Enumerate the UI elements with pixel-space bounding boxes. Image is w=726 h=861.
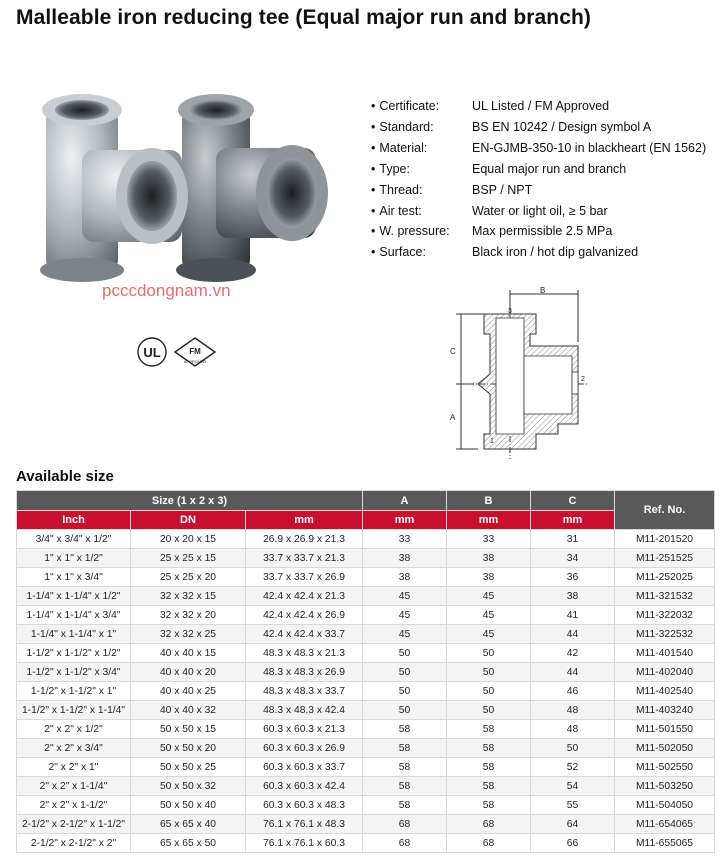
cell-b: 68 — [447, 834, 531, 853]
cell-inch: 2" x 2" x 1-1/4" — [17, 777, 131, 796]
cell-c: 55 — [531, 796, 615, 815]
cell-dn: 40 x 40 x 32 — [131, 701, 246, 720]
cell-b: 45 — [447, 606, 531, 625]
size-table — [16, 490, 715, 853]
table-row — [17, 549, 715, 568]
cell-dn: 32 x 32 x 20 — [131, 606, 246, 625]
cell-a: 50 — [363, 701, 447, 720]
table-row — [17, 815, 715, 834]
cell-mm: 42.4 x 42.4 x 33.7 — [246, 625, 363, 644]
cell-inch: 1-1/2" x 1-1/2" x 1" — [17, 682, 131, 701]
cell-inch: 1-1/4" x 1-1/4" x 3/4" — [17, 606, 131, 625]
spec-row — [371, 221, 706, 242]
cell-inch: 3/4" x 3/4" x 1/2" — [17, 530, 131, 549]
cell-dn: 50 x 50 x 20 — [131, 739, 246, 758]
cell-mm: 76.1 x 76.1 x 48.3 — [246, 815, 363, 834]
cell-ref: M11-401540 — [615, 644, 715, 663]
cell-b: 45 — [447, 587, 531, 606]
cell-mm: 60.3 x 60.3 x 21.3 — [246, 720, 363, 739]
spec-row — [371, 201, 706, 222]
cell-a: 58 — [363, 739, 447, 758]
cell-c: 34 — [531, 549, 615, 568]
cell-b: 45 — [447, 625, 531, 644]
cell-inch: 1-1/2" x 1-1/2" x 3/4" — [17, 663, 131, 682]
cell-b: 58 — [447, 796, 531, 815]
mm-header: mm — [246, 511, 363, 530]
svg-text:UL: UL — [143, 345, 161, 360]
cell-inch: 1-1/2" x 1-1/2" x 1/2" — [17, 644, 131, 663]
galvanized-tee — [40, 94, 188, 282]
spec-value: UL Listed / FM Approved — [472, 99, 610, 113]
cell-dn: 32 x 32 x 15 — [131, 587, 246, 606]
cell-c: 54 — [531, 777, 615, 796]
table-row — [17, 682, 715, 701]
cell-ref: M11-655065 — [615, 834, 715, 853]
spec-list — [371, 96, 706, 263]
cell-mm: 76.1 x 76.1 x 60.3 — [246, 834, 363, 853]
spec-value: Black iron / hot dip galvanized — [472, 245, 639, 260]
dark-tee — [176, 94, 328, 282]
cell-a: 38 — [363, 549, 447, 568]
cell-a: 45 — [363, 625, 447, 644]
cell-mm: 33.7 x 33.7 x 21.3 — [246, 549, 363, 568]
technical-drawing — [438, 284, 608, 466]
spec-row — [371, 96, 706, 117]
cell-ref: M11-321532 — [615, 587, 715, 606]
cell-b: 58 — [447, 758, 531, 777]
table-row — [17, 663, 715, 682]
table-row — [17, 587, 715, 606]
cell-inch: 2" x 2" x 1" — [17, 758, 131, 777]
fm-logo — [175, 338, 215, 366]
spec-key: • Type: — [371, 159, 472, 180]
cell-mm: 60.3 x 60.3 x 33.7 — [246, 758, 363, 777]
table-row — [17, 606, 715, 625]
spec-row — [371, 159, 706, 180]
cell-a: 38 — [363, 568, 447, 587]
cell-c: 41 — [531, 606, 615, 625]
cell-dn: 25 x 25 x 15 — [131, 549, 246, 568]
label-a: A — [450, 413, 456, 422]
cell-dn: 20 x 20 x 15 — [131, 530, 246, 549]
cell-c: 42 — [531, 644, 615, 663]
cell-ref: M11-403240 — [615, 701, 715, 720]
cell-a: 68 — [363, 815, 447, 834]
cell-ref: M11-201520 — [615, 530, 715, 549]
cell-ref: M11-402540 — [615, 682, 715, 701]
port-1: 1 — [490, 438, 494, 445]
cell-inch: 2-1/2" x 2-1/2" x 1-1/2" — [17, 815, 131, 834]
cell-ref: M11-503250 — [615, 777, 715, 796]
cell-a: 50 — [363, 682, 447, 701]
cell-c: 50 — [531, 739, 615, 758]
svg-text:FM: FM — [189, 347, 201, 356]
table-row — [17, 568, 715, 587]
cell-c: 44 — [531, 663, 615, 682]
spec-value: Equal major run and branch — [472, 161, 627, 176]
cell-mm: 42.4 x 42.4 x 26.9 — [246, 606, 363, 625]
cell-inch: 1" x 1" x 1/2" — [17, 549, 131, 568]
cell-b: 50 — [447, 663, 531, 682]
port-2: 2 — [581, 376, 585, 383]
svg-text:APPROVED: APPROVED — [183, 359, 207, 364]
table-row — [17, 625, 715, 644]
cell-a: 33 — [363, 530, 447, 549]
cell-a: 58 — [363, 758, 447, 777]
table-row — [17, 796, 715, 815]
cell-a: 45 — [363, 606, 447, 625]
cell-dn: 40 x 40 x 25 — [131, 682, 246, 701]
cell-a: 58 — [363, 796, 447, 815]
cell-ref: M11-502550 — [615, 758, 715, 777]
spec-value: Max permissible 2.5 MPa — [472, 224, 613, 239]
watermark: pcccdongnam.vn — [102, 281, 231, 300]
cell-ref: M11-252025 — [615, 568, 715, 587]
inch-header: Inch — [17, 511, 131, 530]
cell-mm: 60.3 x 60.3 x 42.4 — [246, 777, 363, 796]
cell-c: 66 — [531, 834, 615, 853]
table-row — [17, 720, 715, 739]
cell-b: 58 — [447, 777, 531, 796]
cell-ref: M11-501550 — [615, 720, 715, 739]
cell-inch: 1" x 1" x 3/4" — [17, 568, 131, 587]
cell-b: 58 — [447, 720, 531, 739]
cell-b: 50 — [447, 644, 531, 663]
dn-header: DN — [131, 511, 246, 530]
cell-inch: 1-1/2" x 1-1/2" x 1-1/4" — [17, 701, 131, 720]
cell-ref: M11-502050 — [615, 739, 715, 758]
cell-inch: 1-1/4" x 1-1/4" x 1" — [17, 625, 131, 644]
spec-row — [371, 180, 706, 201]
table-row — [17, 739, 715, 758]
cell-b: 68 — [447, 815, 531, 834]
cell-c: 48 — [531, 720, 615, 739]
cell-inch: 2" x 2" x 3/4" — [17, 739, 131, 758]
ul-logo — [138, 338, 166, 366]
cell-mm: 60.3 x 60.3 x 26.9 — [246, 739, 363, 758]
cell-c: 31 — [531, 530, 615, 549]
cell-mm: 26.9 x 26.9 x 21.3 — [246, 530, 363, 549]
cell-c: 46 — [531, 682, 615, 701]
cell-c: 64 — [531, 815, 615, 834]
unit-b-header: mm — [447, 511, 531, 530]
cell-a: 68 — [363, 834, 447, 853]
table-row — [17, 701, 715, 720]
cell-ref: M11-251525 — [615, 549, 715, 568]
cell-c: 36 — [531, 568, 615, 587]
spec-key: • Thread: — [371, 180, 472, 201]
cell-ref: M11-322532 — [615, 625, 715, 644]
spec-key: • Air test: — [371, 201, 472, 222]
cell-ref: M11-402040 — [615, 663, 715, 682]
cell-inch: 2" x 2" x 1-1/2" — [17, 796, 131, 815]
page-title: Malleable iron reducing tee (Equal major run and branch) — [16, 6, 592, 29]
cell-ref: M11-504050 — [615, 796, 715, 815]
spec-value: BSP / NPT — [472, 182, 533, 197]
unit-c-header: mm — [531, 511, 615, 530]
cell-dn: 50 x 50 x 25 — [131, 758, 246, 777]
cell-mm: 48.3 x 48.3 x 26.9 — [246, 663, 363, 682]
cell-dn: 50 x 50 x 15 — [131, 720, 246, 739]
ref-header: Ref. No. — [615, 491, 715, 530]
cell-dn: 50 x 50 x 40 — [131, 796, 246, 815]
cell-ref: M11-654065 — [615, 815, 715, 834]
table-row — [17, 834, 715, 853]
cell-c: 52 — [531, 758, 615, 777]
table-row — [17, 644, 715, 663]
cell-b: 50 — [447, 682, 531, 701]
spec-value: BS EN 10242 / Design symbol A — [472, 119, 652, 134]
spec-key: • Certificate: — [371, 96, 472, 117]
cell-mm: 60.3 x 60.3 x 48.3 — [246, 796, 363, 815]
table-header-row — [17, 491, 715, 511]
cell-dn: 32 x 32 x 25 — [131, 625, 246, 644]
cell-b: 33 — [447, 530, 531, 549]
col-a-header: A — [363, 491, 447, 511]
col-b-header: B — [447, 491, 531, 511]
table-row — [17, 777, 715, 796]
spec-value: EN-GJMB-350-10 in blackheart (EN 1562) — [472, 140, 707, 155]
cell-c: 44 — [531, 625, 615, 644]
cell-c: 38 — [531, 587, 615, 606]
cell-dn: 50 x 50 x 32 — [131, 777, 246, 796]
cell-dn: 40 x 40 x 15 — [131, 644, 246, 663]
cell-a: 45 — [363, 587, 447, 606]
cell-dn: 40 x 40 x 20 — [131, 663, 246, 682]
tee-section — [478, 314, 578, 449]
cell-inch: 2-1/2" x 2-1/2" x 2" — [17, 834, 131, 853]
label-c: C — [450, 347, 456, 356]
port-3: 3 — [508, 308, 512, 315]
cell-c: 48 — [531, 701, 615, 720]
spec-key: • Surface: — [371, 242, 472, 263]
table-row — [17, 758, 715, 777]
spec-row — [371, 117, 706, 138]
cell-b: 58 — [447, 739, 531, 758]
spec-key: • Standard: — [371, 117, 472, 138]
unit-a-header: mm — [363, 511, 447, 530]
cell-mm: 48.3 x 48.3 x 33.7 — [246, 682, 363, 701]
cell-a: 50 — [363, 663, 447, 682]
section-heading: Available size — [16, 468, 114, 485]
certification-logos — [135, 333, 225, 371]
label-b: B — [540, 286, 546, 295]
table-row — [17, 530, 715, 549]
cell-dn: 25 x 25 x 20 — [131, 568, 246, 587]
cell-inch: 2" x 2" x 1/2" — [17, 720, 131, 739]
cell-b: 50 — [447, 701, 531, 720]
cell-dn: 65 x 65 x 50 — [131, 834, 246, 853]
spec-row — [371, 138, 706, 159]
cell-a: 50 — [363, 644, 447, 663]
size-header: Size (1 x 2 x 3) — [17, 491, 363, 511]
col-c-header: C — [531, 491, 615, 511]
spec-value: Water or light oil, ≥ 5 bar — [472, 203, 608, 218]
spec-row — [371, 242, 706, 263]
cell-mm: 48.3 x 48.3 x 42.4 — [246, 701, 363, 720]
spec-key: • W. pressure: — [371, 221, 472, 242]
table-subheader-row — [17, 511, 715, 530]
cell-a: 58 — [363, 777, 447, 796]
cell-b: 38 — [447, 568, 531, 587]
spec-key: • Material: — [371, 138, 472, 159]
cell-inch: 1-1/4" x 1-1/4" x 1/2" — [17, 587, 131, 606]
cell-mm: 42.4 x 42.4 x 21.3 — [246, 587, 363, 606]
cell-a: 58 — [363, 720, 447, 739]
cell-b: 38 — [447, 549, 531, 568]
cell-mm: 33.7 x 33.7 x 26.9 — [246, 568, 363, 587]
cell-dn: 65 x 65 x 40 — [131, 815, 246, 834]
product-photo — [30, 88, 350, 288]
cell-ref: M11-322032 — [615, 606, 715, 625]
cell-mm: 48.3 x 48.3 x 21.3 — [246, 644, 363, 663]
